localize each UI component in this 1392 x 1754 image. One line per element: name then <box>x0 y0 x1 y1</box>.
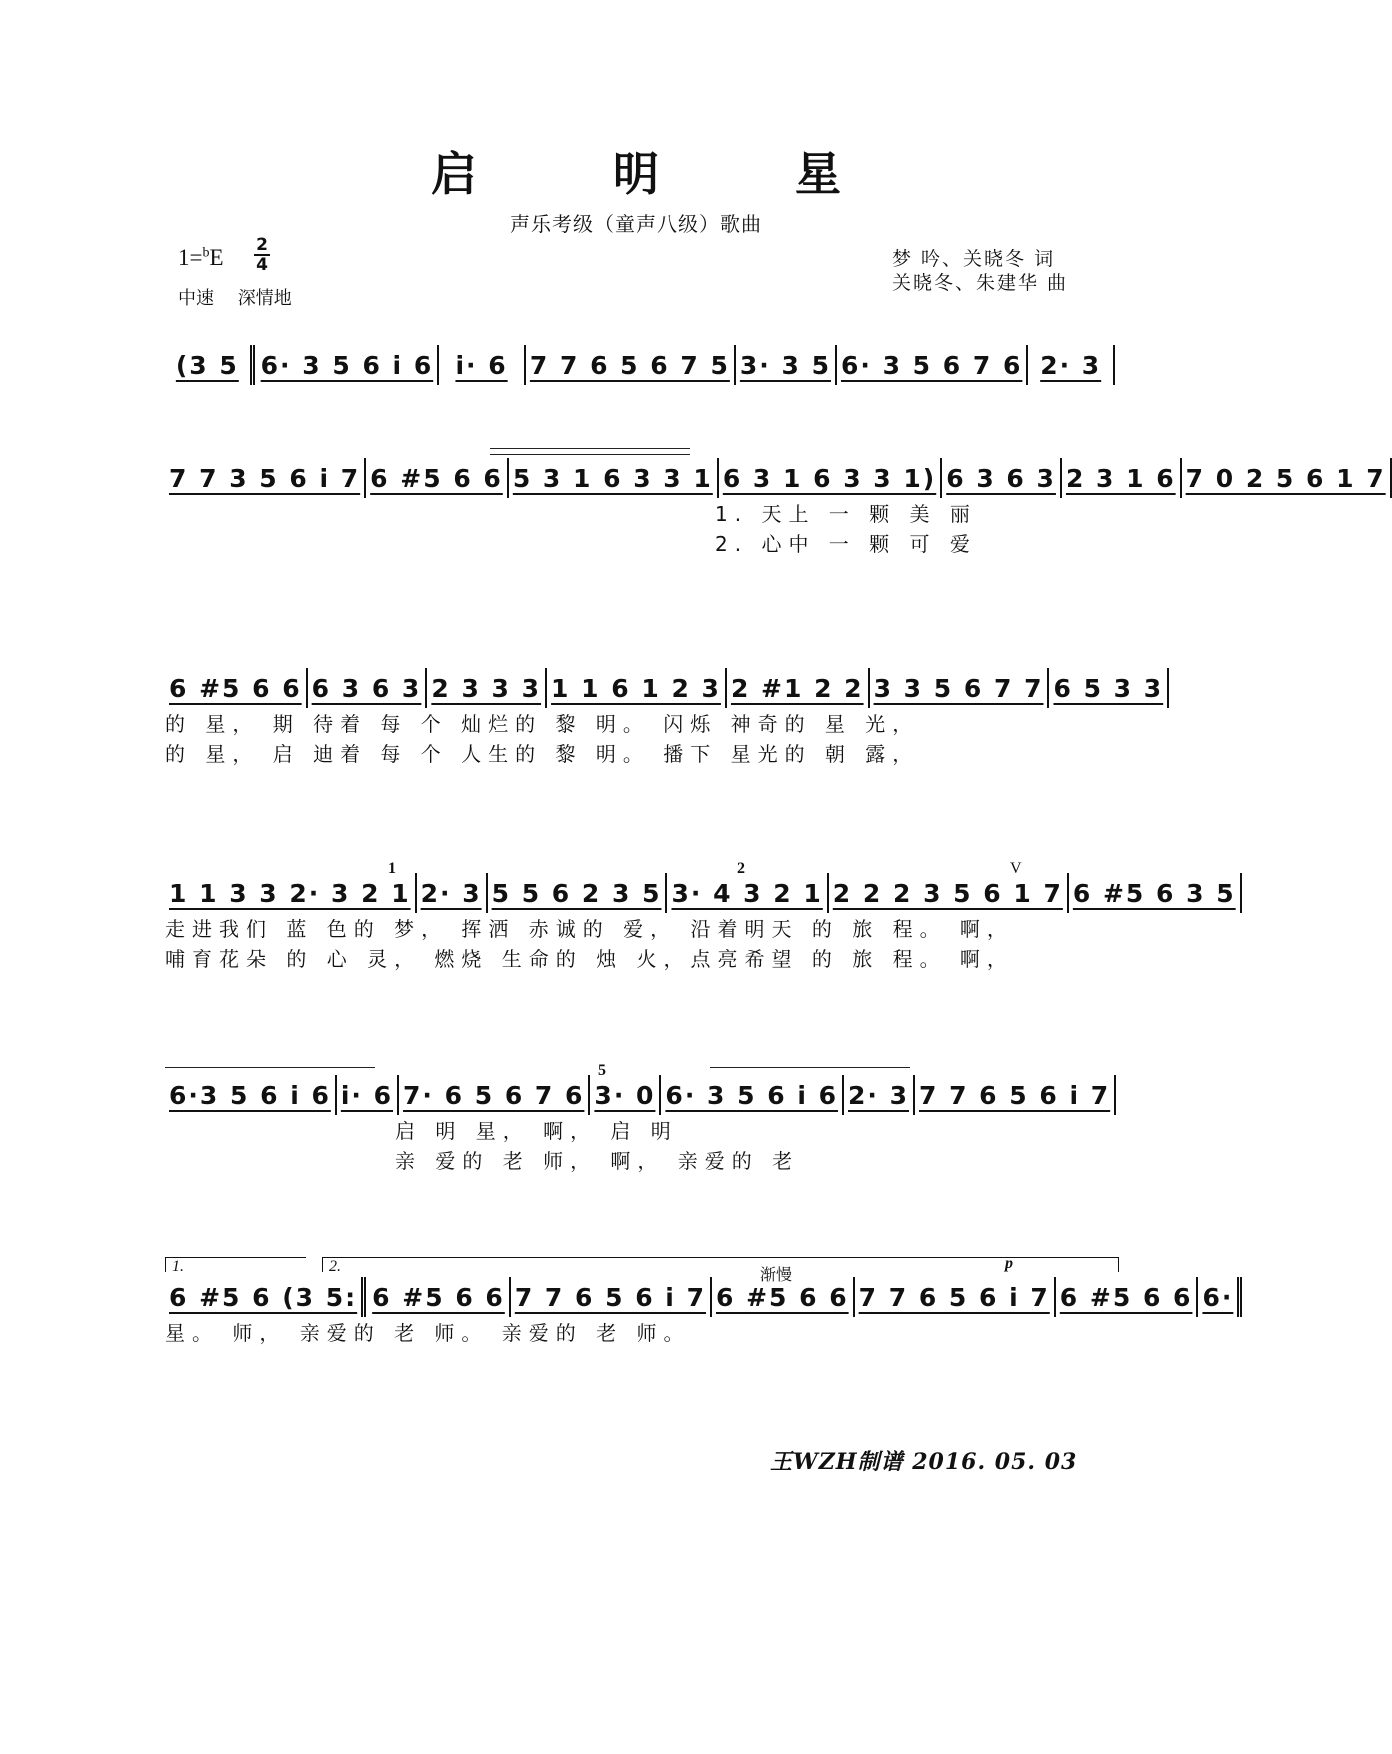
measure: 5 5 6 2 3 5 <box>491 878 662 908</box>
measure: 5 3 1 6 3 3 1 <box>512 463 713 493</box>
staff-row-4 <box>165 873 1236 973</box>
measure: 6 3 1 6 3 3 1) <box>722 463 937 493</box>
notes-line <box>165 1277 1234 1317</box>
engraver-signature: 王WZH制谱 2016. 05. 03 <box>770 1449 1078 1475</box>
lyric-line-verse-1: 的 星， 期 待着 每 个 灿烂的 黎 明。 闪烁 神奇的 星 光， <box>165 712 920 736</box>
song-subtitle: 声乐考级（童声八级）歌曲 <box>510 212 762 236</box>
ending-marker-1: 1 <box>388 860 396 877</box>
breath-mark: V <box>1010 860 1022 877</box>
key-signature: 1=$^b$E <box>178 245 224 270</box>
measure: 7 0 2 5 6 1 7 <box>1185 463 1386 493</box>
measure: 6· 3 5 6 7 6 <box>840 350 1023 380</box>
staff-row-5 <box>165 1075 1115 1175</box>
measure: 6 #5 6 6 <box>169 673 302 703</box>
composer-credit: 关晓冬、朱建华 曲 <box>892 272 1069 294</box>
notes-line <box>165 458 1386 498</box>
notes-line <box>165 1075 1115 1115</box>
measure: 2 3 1 6 <box>1065 463 1176 493</box>
volta-bracket-2 <box>322 1257 1119 1272</box>
measure: 2· 3 <box>420 878 482 908</box>
staff-row-3 <box>165 668 1164 768</box>
ending-marker-2: 2 <box>737 860 745 877</box>
measure: 3 3 5 6 7 7 <box>873 673 1044 703</box>
measure: 7 7 6 5 6 i 7 <box>918 1080 1111 1110</box>
measure: 2· 3 <box>847 1080 909 1110</box>
measure: 7 7 6 5 6 i 7 <box>514 1282 706 1312</box>
measure: 6· 3 5 6 i 6 <box>665 1080 838 1110</box>
ritardando-marking: 渐慢 <box>760 1265 793 1284</box>
measure: 7 7 3 5 6 i 7 <box>169 463 361 493</box>
time-signature: 2 4 <box>252 236 272 274</box>
lyric-line-verse-1: 走进我们 蓝 色的 梦， 挥洒 赤诚的 爱， 沿着明天 的 旅 程。 啊， <box>165 917 1014 941</box>
measure: 3· 3 5 <box>739 350 831 380</box>
expression-text: 深情地 <box>237 288 292 309</box>
measure: 2 3 3 3 <box>431 673 542 703</box>
volta-label-2: 2. <box>329 1258 341 1275</box>
lyric-line-verse-2: 哺育花朵 的 心 灵， 燃烧 生命的 烛 火，点亮希望 的 旅 程。 啊， <box>165 947 1014 971</box>
tempo-text: 中速 <box>178 288 214 309</box>
song-title: 启 明 星 <box>430 147 902 201</box>
measure: 7 7 6 5 6 i 7 <box>858 1282 1050 1312</box>
lyric-line-verse-1: 启 明 星， 啊， 启 明 <box>395 1119 678 1143</box>
dynamic-marking: p <box>1005 1255 1013 1272</box>
measure: 6·3 5 6 i 6 <box>169 1080 331 1110</box>
measure: 2 #1 2 2 <box>730 673 864 703</box>
staff-row-6 <box>165 1277 1234 1347</box>
volta-label-1: 1. <box>172 1258 184 1275</box>
notes-line <box>165 873 1236 913</box>
measure: 6 3 6 3 <box>946 463 1056 493</box>
measure: 2· 3 <box>1040 350 1102 380</box>
measure: 7 7 6 5 6 7 5 <box>529 350 730 380</box>
measure: 2 2 2 3 5 6 1 7 <box>832 878 1063 908</box>
measure: 3· 0 <box>594 1080 656 1110</box>
lyricist-credit: 梦 吟、关晓冬 词 <box>892 248 1056 270</box>
staff-row-1 <box>165 345 1115 385</box>
measure: 6 #5 6 6 <box>372 1282 505 1312</box>
measure: i· 6 <box>455 350 508 380</box>
measure: 6· <box>1202 1282 1234 1312</box>
tempo-marking <box>178 284 292 310</box>
lyric-line-verse-1: 星。 师， 亲爱的 老 师。 亲爱的 老 师。 <box>165 1321 691 1345</box>
notes-line <box>165 345 1115 385</box>
measure: 6 5 3 3 <box>1053 673 1164 703</box>
measure: 1 1 3 3 2· 3 2 1 <box>169 878 411 908</box>
measure: 6 #5 6 6 <box>715 1282 849 1312</box>
measure: 6· 3 5 6 i 6 <box>260 350 434 380</box>
lyric-line-verse-2: 亲 爱的 老 师， 啊， 亲爱的 老 <box>395 1149 800 1173</box>
lyric-line-verse-2: 2. 心中 一 颗 可 爱 <box>715 532 977 556</box>
notes-line <box>165 668 1164 708</box>
volta-bracket-1 <box>165 1257 306 1272</box>
measure: i· 6 <box>340 1080 394 1110</box>
measure: 6 #5 6 6 <box>1059 1282 1193 1312</box>
measure: 6 #5 6 (3 5: <box>169 1282 358 1312</box>
time-change-marker: 5 <box>598 1062 606 1079</box>
measure: 1 1 6 1 2 3 <box>551 673 721 703</box>
measure: 3· 4 3 2 1 <box>671 878 823 908</box>
measure: 7· 6 5 6 7 6 <box>403 1080 585 1110</box>
lyric-line-verse-1: 1. 天上 一 颗 美 丽 <box>715 502 977 526</box>
measure: 6 #5 6 6 <box>370 463 503 493</box>
measure: (3 5 <box>175 350 239 380</box>
staff-row-2 <box>165 458 1386 558</box>
measure: 6 #5 6 3 5 <box>1072 878 1236 908</box>
lyric-line-verse-2: 的 星， 启 迪着 每 个 人生的 黎 明。 播下 星光的 朝 露， <box>165 742 920 766</box>
measure: 6 3 6 3 <box>311 673 422 703</box>
credits <box>892 247 1068 295</box>
